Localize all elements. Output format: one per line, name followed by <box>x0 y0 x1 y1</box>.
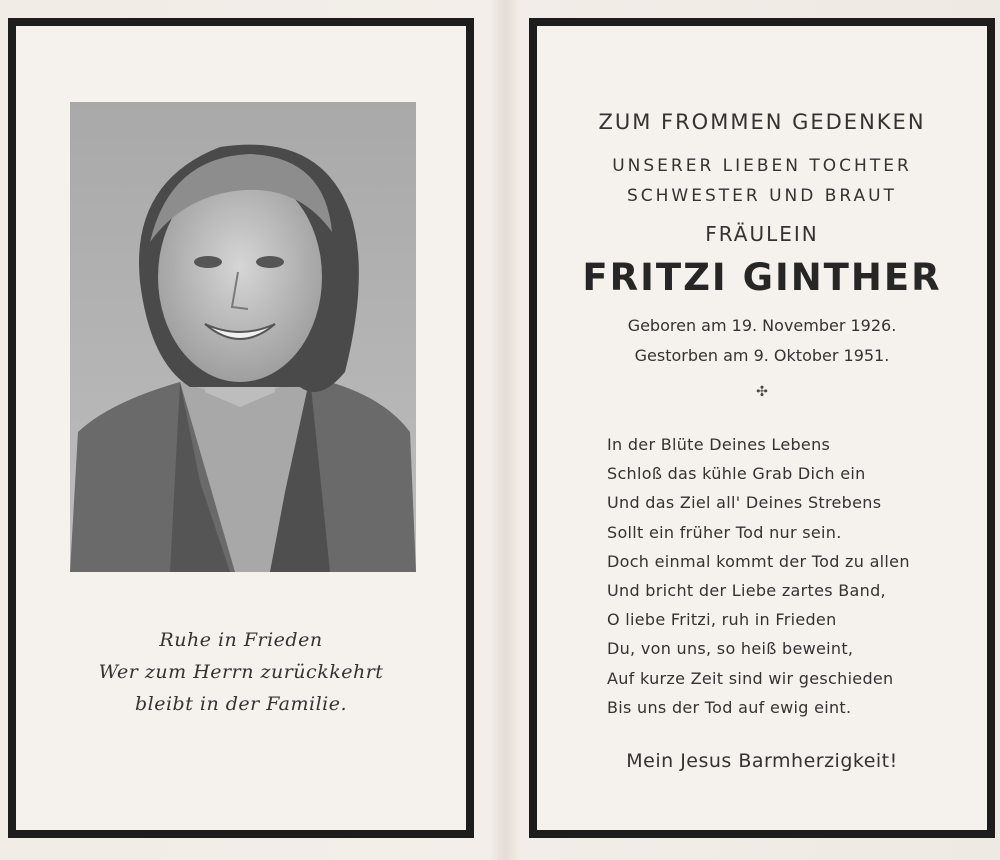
poem-line: Du, von uns, so heiß beweint, <box>607 639 854 659</box>
poem-line: Und das Ziel all' Deines Strebens <box>607 493 882 513</box>
relation-line-1: UNSERER LIEBEN TOCHTER <box>612 156 912 176</box>
quote-line: bleibt in der Familie. <box>134 693 348 715</box>
relation-line-2: SCHWESTER UND BRAUT <box>626 186 898 206</box>
quote-line: Ruhe in Frieden <box>159 629 323 651</box>
portrait-photo <box>70 102 416 572</box>
poem-line: In der Blüte Deines Lebens <box>607 435 831 454</box>
poem-line: Auf kurze Zeit sind wir geschieden <box>607 668 894 688</box>
poem-line: Bis uns der Tod auf ewig eint. <box>607 697 852 717</box>
poem-line: Doch einmal kommt der Tod zu allen <box>607 551 910 571</box>
poem-line: O liebe Fritzi, ruh in Frieden <box>607 610 837 630</box>
ornament-icon: ✣ <box>756 384 768 400</box>
death-date: Gestorben am 9. Oktober 1951. <box>634 346 890 365</box>
poem-line: Schloß das kühle Grab Dich ein <box>607 464 866 484</box>
farewell-quote <box>16 624 466 720</box>
deceased-name: FRITZI GINTHER <box>582 256 942 299</box>
quote-line: Wer zum Herrn zurückkehrt <box>98 661 384 683</box>
poem-line: Sollt ein früher Tod nur sein. <box>607 522 842 542</box>
left-panel <box>8 18 474 838</box>
closing-prayer: Mein Jesus Barmherzigkeit! <box>626 750 898 772</box>
poem-line: Und bricht der Liebe zartes Band, <box>607 581 886 601</box>
right-panel <box>529 18 995 838</box>
memorial-heading: ZUM FROMMEN GEDENKEN <box>598 110 926 134</box>
honorific-title: FRÄULEIN <box>705 222 819 246</box>
memorial-poem <box>607 430 910 722</box>
birth-date: Geboren am 19. November 1926. <box>627 316 897 335</box>
